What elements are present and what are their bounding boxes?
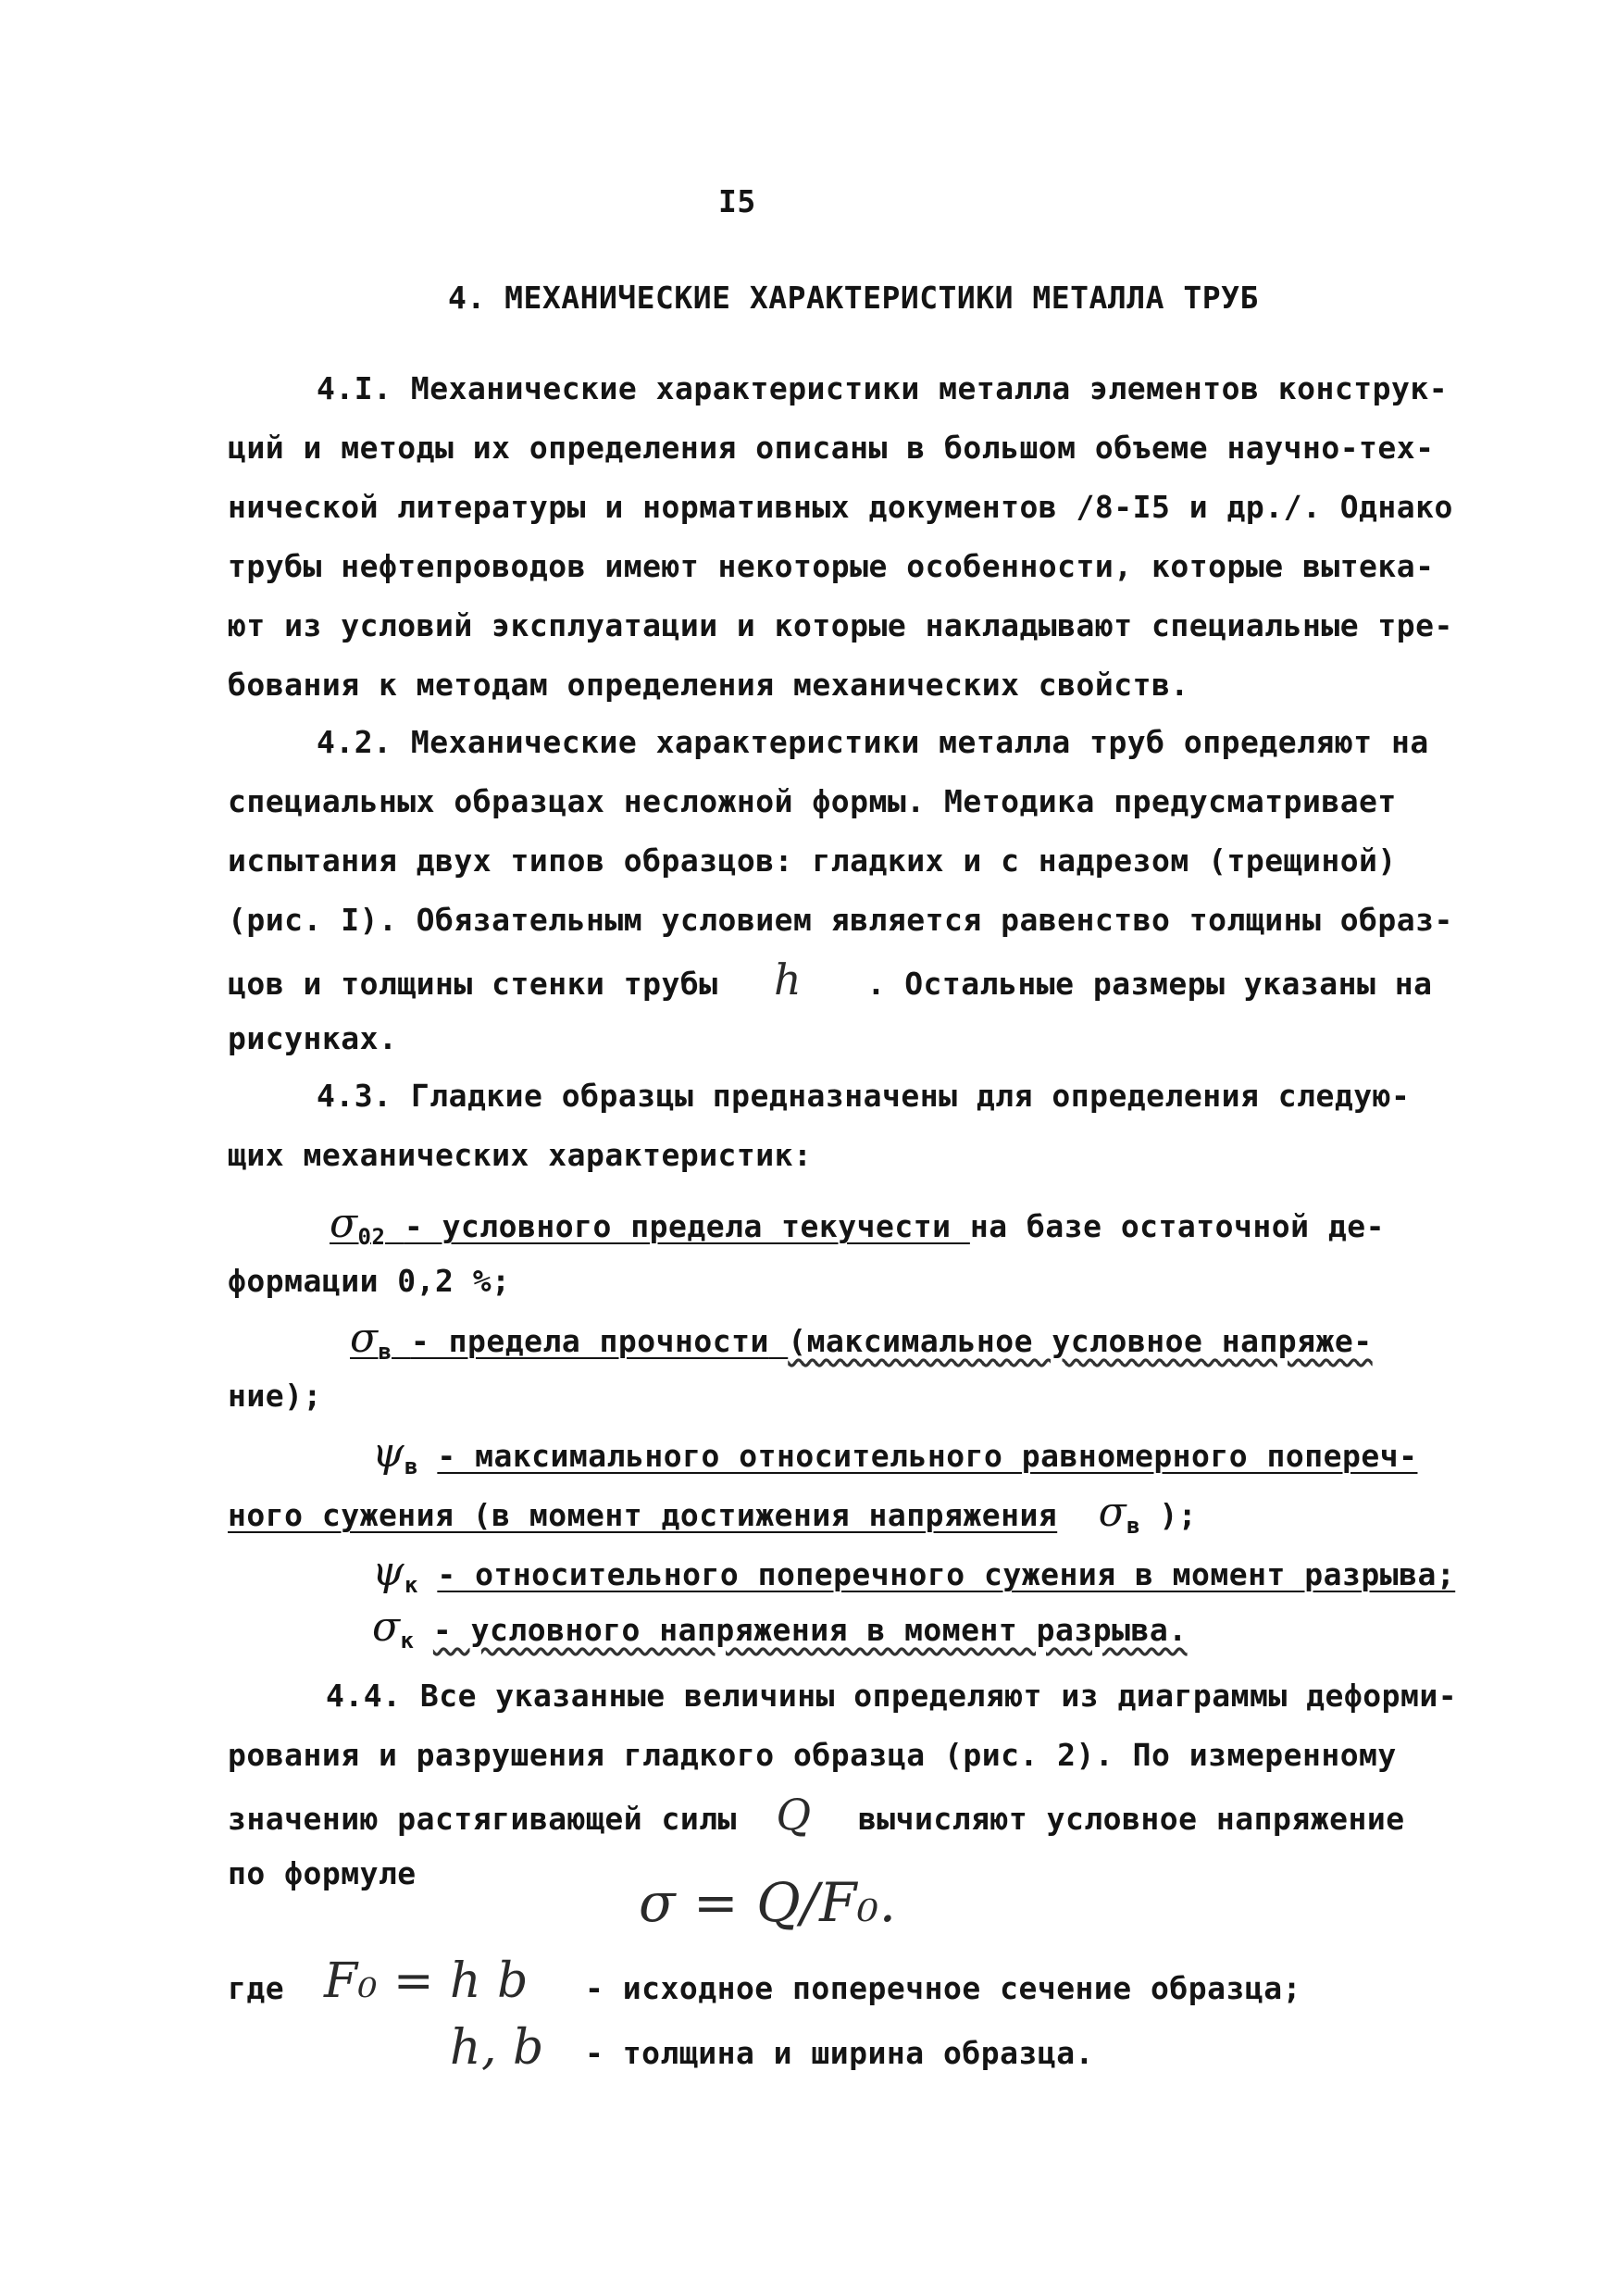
p44-line-1: 4.4. Все указанные величины определяют из диаграммы деформи- [326,1678,1458,1714]
p42-line-3: испытания двух типов образцов: гладких и с надрезом (трещиной) [228,842,1397,879]
yield-strength-item [330,1200,1385,1257]
p42-line-5 [228,955,1433,1004]
rupture-stress-label: - условного напряжения в момент разрыва. [432,1612,1188,1648]
yield-strength-rest: на базе остаточной де- [969,1208,1385,1244]
where-label: где [228,1970,285,2006]
p41-line-6: бования к методам определения механических свойств. [228,667,1189,703]
section-title: 4. МЕХАНИЧЕСКИЕ ХАРАКТЕРИСТИКИ МЕТАЛЛА ТРУБ [448,280,1259,316]
uniform-contraction-close: ); [1159,1497,1198,1533]
p44-line-3-rest: вычисляют условное напряжение [857,1801,1405,1837]
psi-b-symbol: ψ [372,1429,405,1477]
p42-line-5-text: цов и толщины стенки трубы [228,966,718,1002]
uniform-contraction-cont: ного сужения (в момент достижения напряжения $\sigma_в$ ); [228,1489,1198,1539]
tensile-strength-item [350,1315,1373,1372]
p42-line-5-rest: . Остальные размеры указаны на [866,966,1433,1002]
p41-line-3: нической литературы и нормативных документов /8-I5 и др./. Однако [228,489,1453,525]
thickness-width-description: - толщина и ширина образца. [585,2035,1094,2071]
tensile-strength-cont: ние); [228,1378,322,1414]
tensile-strength-symbol: $\sigma_в$ - предела прочности [350,1315,769,1365]
uniform-contraction-cont-text: ного сужения (в момент достижения напряжения [228,1497,1058,1533]
p41-line-2: ций и методы их определения описаны в большом объеме научно-тех- [228,430,1435,466]
yield-strength-symbol: $\sigma_{02}$ - условного предела текучести [330,1200,952,1250]
p42-line-1: 4.2. Механические характеристики металла труб определяют на [317,724,1429,760]
rupture-contraction-label: - относительного поперечного сужения в момент разрыва; [437,1556,1456,1592]
thickness-width-symbols: h, b [450,2020,544,2076]
p41-line-5: ют из условий эксплуатации и которые накладывают специальные тре- [228,607,1453,643]
thickness-symbol: h [773,955,803,1004]
p43-line-1: 4.3. Гладкие образцы предназначены для определения следую- [317,1078,1411,1114]
uniform-contraction-label: - максимального относительного равномерного попереч- [437,1438,1418,1474]
uniform-contraction-item: $\psi_в$ - максимального относительного равномерного попереч- [372,1429,1418,1479]
rupture-stress-item: $\sigma_к$ - условного напряжения в момент разрыва. [372,1603,1188,1653]
p44-line-3 [228,1790,1405,1840]
p44-line-2: рования и разрушения гладкого образца (рис. 2). По измеренному [228,1737,1397,1773]
yield-strength-label: - условного предела текучести [404,1208,952,1244]
area-description: - исходное поперечное сечение образца; [585,1970,1301,2006]
force-symbol: Q [776,1790,812,1840]
sigma-b-inline-symbol: σ [1098,1489,1127,1536]
p41-line-1: 4.I. Механические характеристики металла элементов конструк- [317,370,1449,406]
area-formula: F₀ = h b [324,1953,529,2009]
p44-line-3-text: значению растягивающей силы [228,1801,737,1837]
p44-line-4: по формуле [228,1855,417,1891]
sigma-k-symbol: σ [372,1603,401,1651]
psi-k-symbol: ψ [372,1548,405,1595]
p42-line-2: специальных образцах несложной формы. Методика предусматривает [228,783,1397,819]
p41-line-4: трубы нефтепроводов имеют некоторые особенности, которые вытека- [228,548,1435,584]
page-number: I5 [718,183,756,219]
p42-line-4: (рис. I). Обязательным условием является равенство толщины образ- [228,902,1453,938]
p43-line-2: щих механических характеристик: [228,1137,813,1173]
rupture-contraction-item: $\psi_к$ - относительного поперечного сужения в момент разрыва; [372,1548,1456,1598]
tensile-strength-rest: (максимальное условное напряже- [788,1323,1373,1359]
p42-line-6: рисунках. [228,1020,398,1056]
tensile-strength-label: - предела прочности [410,1323,769,1359]
stress-formula: σ = Q/F₀. [639,1871,897,1934]
yield-strength-cont: формации 0,2 %; [228,1263,511,1299]
